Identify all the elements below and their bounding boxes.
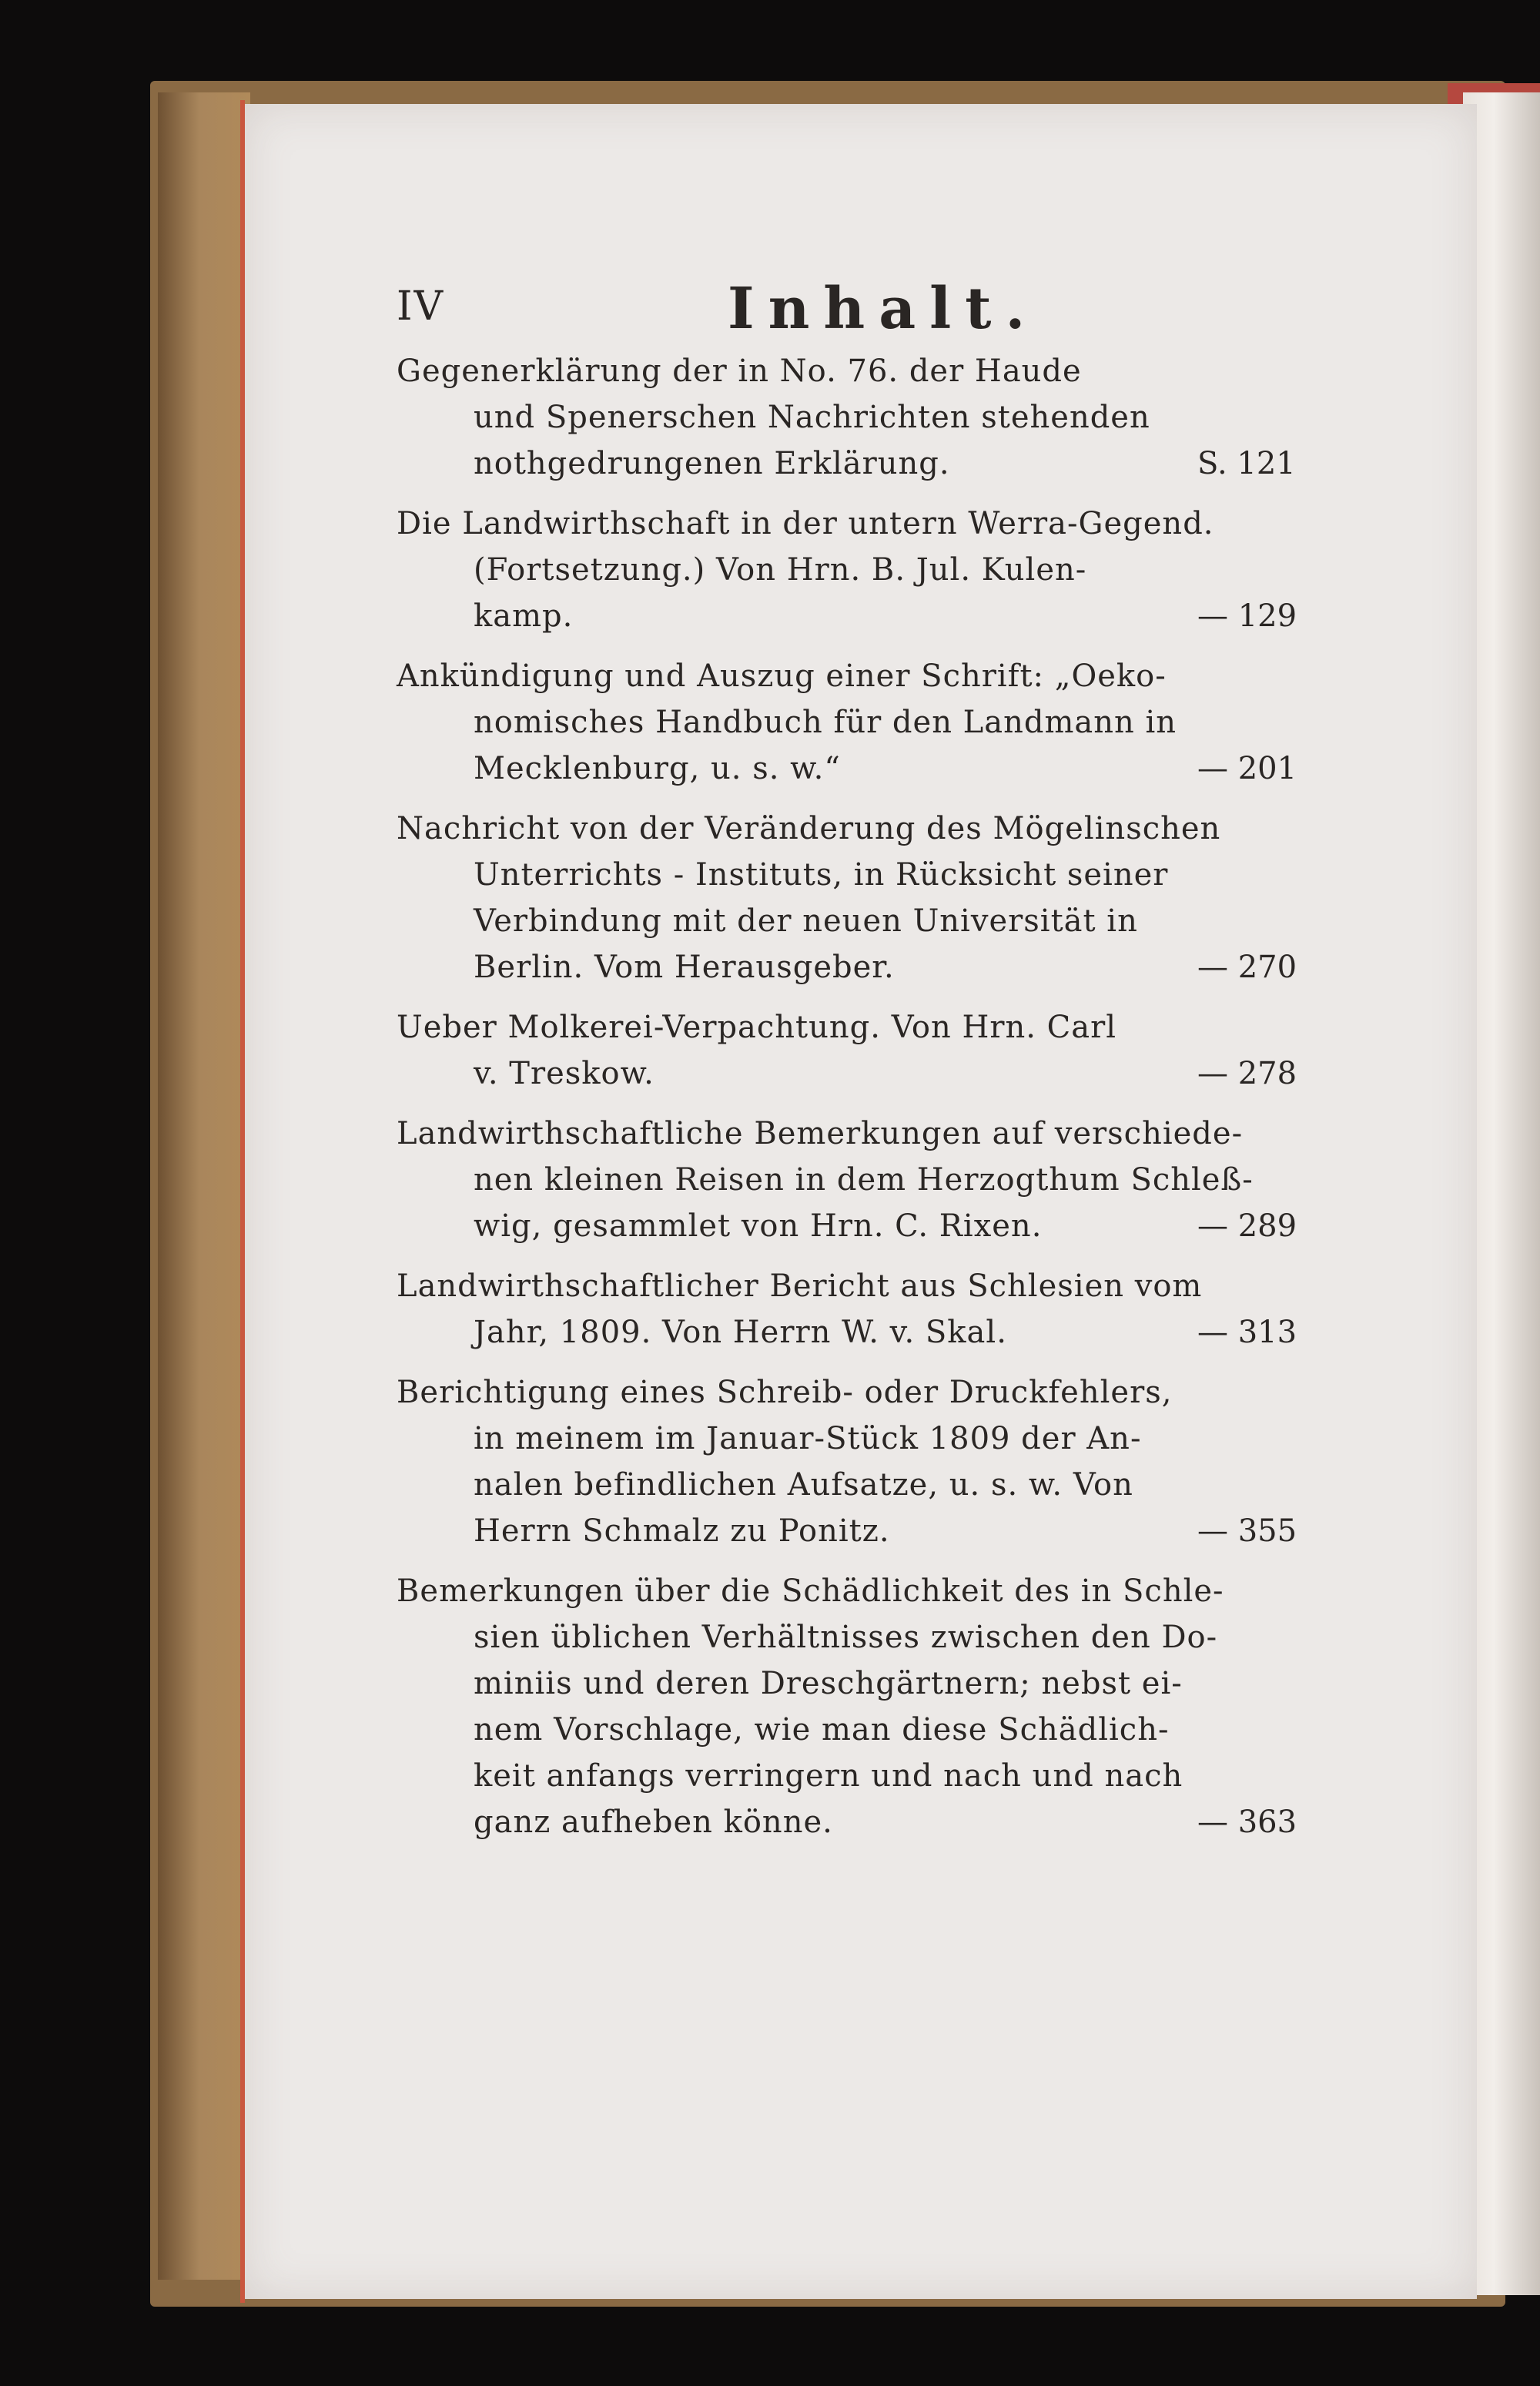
- page-number: IV: [397, 283, 445, 330]
- toc-entry-text: Ankündigung und Auszug einer Schrift: „Oeko-: [397, 658, 1167, 694]
- toc-entry: [397, 1568, 1336, 1845]
- toc-entry-text: Herrn Schmalz zu Ponitz.: [474, 1513, 890, 1549]
- toc-entry-text: nomisches Handbuch für den Landmann in: [474, 705, 1177, 740]
- toc-entry-text: Landwirthschaftliche Bemerkungen auf verschiede-: [397, 1116, 1244, 1151]
- toc-entry-line: [397, 1111, 1336, 1157]
- toc-entry-line: [397, 394, 1336, 441]
- toc-entry-line: [397, 1660, 1336, 1707]
- toc-entry-text: Mecklenburg, u. s. w.“: [474, 751, 841, 786]
- toc-entry-line: [397, 746, 1336, 792]
- toc-entry-line: [397, 699, 1336, 746]
- toc-entry-line: [397, 1568, 1336, 1614]
- toc-entry-text: kamp.: [474, 598, 574, 634]
- toc-entry-line: [397, 1309, 1336, 1356]
- toc-entry-text: Landwirthschaftlicher Bericht aus Schlesien vom: [397, 1268, 1203, 1304]
- toc-entry-text: Ueber Molkerei-Verpachtung. Von Hrn. Carl: [397, 1010, 1117, 1045]
- toc-page-ref: — 278: [1197, 1056, 1297, 1091]
- toc-entry-line: [397, 1753, 1336, 1799]
- toc-entry-text: Verbindung mit der neuen Universität in: [474, 903, 1138, 939]
- toc-entry-text: Bemerkungen über die Schädlichkeit des in Schle-: [397, 1573, 1224, 1609]
- toc-entry-line: [397, 1369, 1336, 1416]
- toc-entry-line: [397, 806, 1336, 852]
- toc-page-ref: — 313: [1197, 1315, 1297, 1350]
- toc-entry-line: [397, 1508, 1336, 1554]
- toc-entry-line: [397, 348, 1336, 394]
- toc-entry-text: ganz aufheben könne.: [474, 1805, 833, 1840]
- toc-entry-line: [397, 1157, 1336, 1203]
- toc-page-ref: — 129: [1197, 598, 1297, 634]
- toc-entry-text: nalen befindlichen Aufsatze, u. s. w. Von: [474, 1467, 1133, 1503]
- toc-entry-line: [397, 852, 1336, 898]
- toc-entry-text: Nachricht von der Veränderung des Mögelinschen: [397, 811, 1221, 846]
- toc-entry-line: [397, 501, 1336, 547]
- toc-entry-line: [397, 1799, 1336, 1845]
- toc-page-ref: — 363: [1197, 1805, 1297, 1840]
- toc-entry-line: [397, 1263, 1336, 1309]
- toc-entry-line: [397, 944, 1336, 990]
- toc-page-ref: — 201: [1197, 751, 1297, 786]
- toc-entry: [397, 1111, 1336, 1249]
- toc-entry: [397, 348, 1336, 487]
- toc-entry-text: wig, gesammlet von Hrn. C. Rixen.: [474, 1208, 1043, 1244]
- toc-entry-text: Berlin. Vom Herausgeber.: [474, 950, 895, 985]
- toc-page-ref: — 289: [1197, 1208, 1297, 1244]
- toc-entry-line: [397, 1203, 1336, 1249]
- toc-entry-text: keit anfangs verringern und nach und nach: [474, 1758, 1183, 1794]
- toc-entry-text: nen kleinen Reisen in dem Herzogthum Schleß-: [474, 1162, 1254, 1198]
- toc-page-ref: S. 121: [1197, 446, 1296, 481]
- table-of-contents: [397, 348, 1336, 1859]
- toc-entry: [397, 1369, 1336, 1554]
- toc-entry-text: sien üblichen Verhältnisses zwischen den Do-: [474, 1620, 1218, 1655]
- page-header: [397, 276, 1244, 345]
- toc-entry-text: und Spenerschen Nachrichten stehenden: [474, 400, 1150, 435]
- toc-entry-line: [397, 1462, 1336, 1508]
- toc-entry-text: nothgedrungenen Erklärung.: [474, 446, 950, 481]
- toc-entry-line: [397, 593, 1336, 639]
- toc-entry-text: (Fortsetzung.) Von Hrn. B. Jul. Kulen-: [474, 552, 1087, 588]
- toc-entry-text: Berichtigung eines Schreib- oder Druckfehlers,: [397, 1375, 1173, 1410]
- toc-entry-line: [397, 1707, 1336, 1753]
- toc-entry-text: Gegenerklärung der in No. 76. der Haude: [397, 354, 1082, 389]
- toc-entry-line: [397, 441, 1336, 487]
- toc-entry: [397, 1263, 1336, 1356]
- toc-entry-text: Jahr, 1809. Von Herrn W. v. Skal.: [474, 1315, 1007, 1350]
- toc-entry-text: in meinem im Januar-Stück 1809 der An-: [474, 1421, 1142, 1456]
- toc-entry: [397, 501, 1336, 639]
- toc-page-ref: — 355: [1197, 1513, 1297, 1549]
- toc-entry: [397, 806, 1336, 990]
- toc-entry-line: [397, 653, 1336, 699]
- spine-edge: [158, 92, 250, 2280]
- toc-entry-line: [397, 1004, 1336, 1051]
- toc-entry-line: [397, 1051, 1336, 1097]
- toc-page-ref: — 270: [1197, 950, 1297, 985]
- toc-entry-line: [397, 1614, 1336, 1660]
- page-title: Inhalt.: [728, 276, 1040, 342]
- toc-entry-line: [397, 898, 1336, 944]
- toc-entry-text: nem Vorschlage, wie man diese Schädlich-: [474, 1712, 1170, 1748]
- toc-entry: [397, 1004, 1336, 1097]
- toc-entry-text: v. Treskow.: [474, 1056, 654, 1091]
- toc-entry-text: Unterrichts - Instituts, in Rücksicht seiner: [474, 857, 1169, 893]
- toc-entry-line: [397, 1416, 1336, 1462]
- toc-entry-text: Die Landwirthschaft in der untern Werra-Gegend.: [397, 506, 1214, 541]
- toc-entry: [397, 653, 1336, 792]
- toc-entry-text: miniis und deren Dreschgärtnern; nebst ei-: [474, 1666, 1183, 1701]
- toc-entry-line: [397, 547, 1336, 593]
